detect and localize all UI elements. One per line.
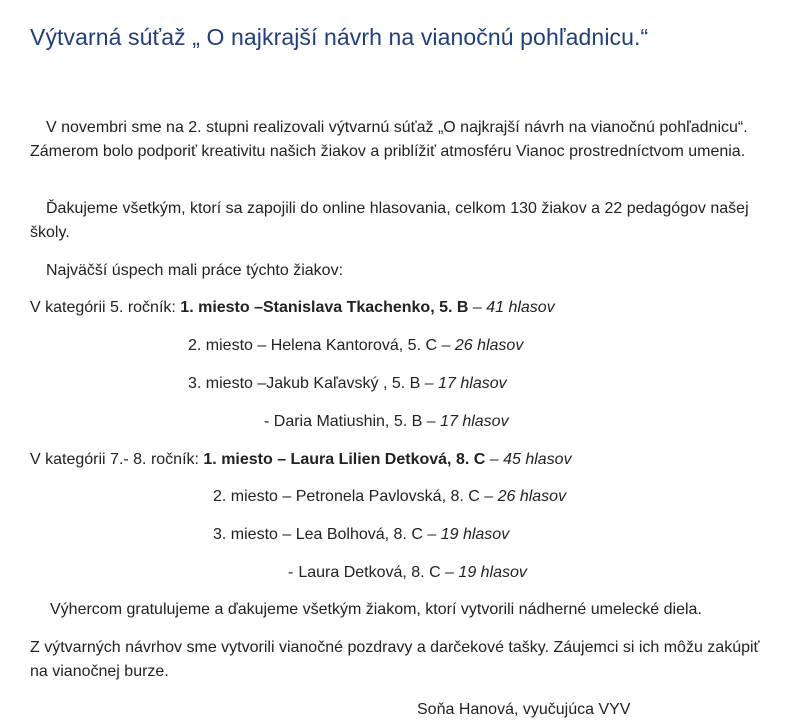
bullet-dash: -	[288, 564, 294, 581]
intro-paragraph-3	[30, 259, 790, 283]
cat5-first-votes: – 41 hlasov	[468, 299, 555, 316]
cat78-second-name: 2. miesto – Petronela Pavlovská, 8. C	[213, 488, 480, 505]
cat5-second-row	[188, 335, 523, 357]
cat5-third-b-row	[264, 411, 509, 433]
intro-text-2: Ďakujeme všetkým, ktorí sa zapojili do online hlasovania, celkom 130 žiakov a 22 pedagógov našej školy.	[30, 200, 749, 241]
cat5-first-name: 1. miesto –Stanislava Tkachenko, 5. B	[180, 299, 469, 316]
cat78-first-row	[30, 449, 572, 471]
closing-paragraph-1	[30, 598, 790, 622]
cat78-first-votes: – 45 hlasov	[485, 451, 572, 468]
closing-paragraph-2	[30, 636, 770, 684]
intro-text-3: Najväčší úspech mali práce týchto žiakov:	[46, 262, 344, 279]
cat78-third-row	[213, 524, 509, 546]
cat78-third-b-votes: – 19 hlasov	[440, 564, 527, 581]
cat5-first-row	[30, 297, 555, 319]
closing-text-1: Výhercom gratulujeme a ďakujeme všetkým žiakom, ktorí vytvorili nádherné umelecké diela.	[50, 601, 702, 618]
page-title: Výtvarná súťaž „ O najkrajší návrh na vianočnú pohľadnicu.“	[30, 24, 649, 50]
cat78-second-row	[213, 486, 566, 508]
cat78-first-name: 1. miesto – Laura Lilien Detková, 8. C	[203, 451, 486, 468]
cat78-third-name: 3. miesto – Lea Bolhová, 8. C	[213, 526, 423, 543]
intro-paragraph-2	[30, 197, 790, 245]
cat78-third-b-name: Laura Detková, 8. C	[298, 564, 441, 581]
intro-paragraph-1	[30, 116, 790, 164]
cat5-second-votes: – 26 hlasov	[437, 337, 524, 354]
intro-text-1: V novembri sme na 2. stupni realizovali výtvarnú súťaž „O najkrajší návrh na vianočnú pohľadnicu“. Zámerom bolo podporiť kreativitu našich žiakov a priblížiť atmosféru Vianoc prostredníctvom umenia.	[30, 119, 748, 160]
cat78-third-b-row	[288, 562, 527, 584]
signature: Soňa Hanová, vyučujúca VYV	[417, 701, 631, 718]
closing-text-2: Z výtvarných návrhov sme vytvorili vianočné pozdravy a darčekové tašky. Záujemci si ich môžu zakúpiť na vianočnej burze.	[30, 639, 760, 680]
cat5-third-votes: – 17 hlasov	[420, 375, 507, 392]
cat5-third-row	[188, 373, 507, 395]
cat5-third-b-votes: – 17 hlasov	[422, 413, 509, 430]
cat5-third-name: 3. miesto –Jakub Kaľavský , 5. B	[188, 375, 421, 392]
cat5-second-name: 2. miesto – Helena Kantorová, 5. C	[188, 337, 438, 354]
cat78-second-votes: – 26 hlasov	[479, 488, 567, 505]
cat5-third-b-name: - Daria Matiushin, 5. B	[264, 413, 423, 430]
cat5-label: V kategórii 5. ročník:	[30, 299, 181, 316]
cat78-label: V kategórii 7.- 8. ročník:	[30, 451, 204, 468]
cat78-third-votes: – 19 hlasov	[422, 526, 510, 543]
